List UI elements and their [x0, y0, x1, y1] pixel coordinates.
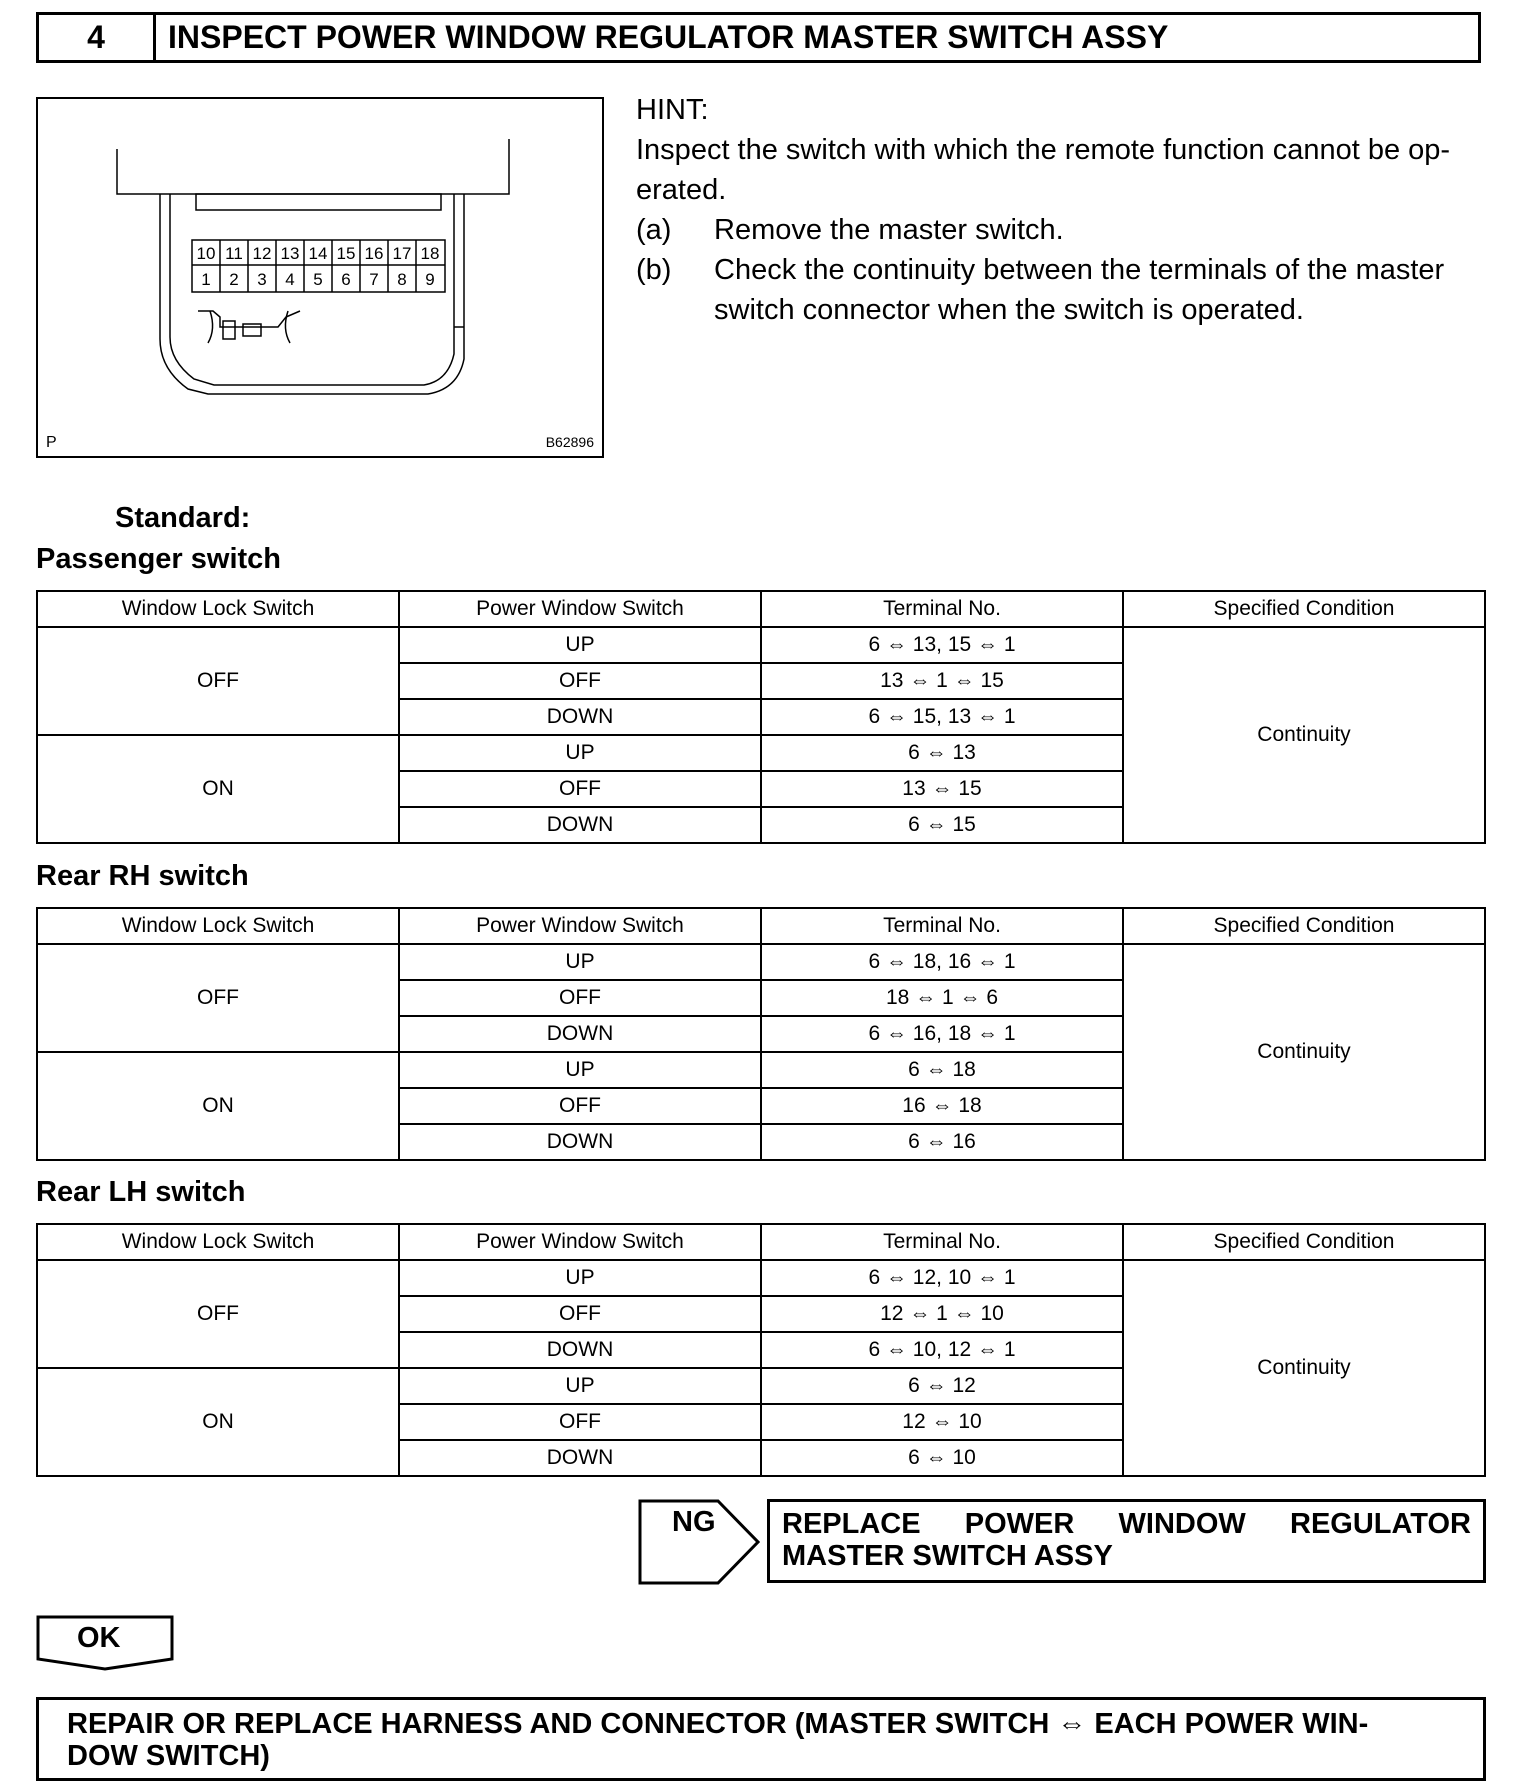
pin-label: 14: [308, 244, 328, 263]
pin-label: 8: [397, 270, 407, 289]
condition-cell: Continuity: [1123, 944, 1485, 1160]
power-cell: UP: [399, 627, 761, 663]
terminal-cell: 6 ⇔ 10: [761, 1440, 1123, 1476]
pin-label: 5: [313, 270, 323, 289]
terminal-cell: 6 ⇔ 18, 16 ⇔ 1: [761, 944, 1123, 980]
pin-label: 16: [364, 244, 384, 263]
ng-word: POWER: [964, 1508, 1075, 1540]
pin-label: 4: [285, 270, 295, 289]
pin-label: 9: [425, 270, 435, 289]
col-header-condition: Specified Condition: [1123, 908, 1485, 944]
pin-label: 3: [257, 270, 267, 289]
power-cell: DOWN: [399, 807, 761, 843]
lock-cell: ON: [37, 735, 399, 843]
terminal-cell: 6 ⇔ 15, 13 ⇔ 1: [761, 699, 1123, 735]
ng-word: WINDOW: [1118, 1508, 1246, 1540]
terminal-cell: 13 ⇔ 15: [761, 771, 1123, 807]
ng-action-box: [767, 1499, 1486, 1583]
power-cell: OFF: [399, 663, 761, 699]
ok-label: OK: [77, 1622, 121, 1654]
ng-line: MASTER SWITCH ASSY: [782, 1540, 1113, 1572]
terminal-cell: 6 ⇔ 18: [761, 1052, 1123, 1088]
power-cell: OFF: [399, 771, 761, 807]
hint-line: erated.: [636, 174, 727, 206]
pin-label: 10: [196, 244, 216, 263]
condition-cell: Continuity: [1123, 1260, 1485, 1476]
col-header-power: Power Window Switch: [399, 591, 761, 627]
terminal-cell: 6 ⇔ 16: [761, 1124, 1123, 1160]
col-header-power: Power Window Switch: [399, 908, 761, 944]
connector-figure: [36, 97, 604, 458]
final-line: REPAIR OR REPLACE HARNESS AND CONNECTOR (MASTER SWITCH ⇔ EACH POWER WIN-: [67, 1708, 1369, 1740]
lock-cell: OFF: [37, 627, 399, 735]
ng-word: REPLACE: [782, 1508, 921, 1540]
col-header-lock: Window Lock Switch: [37, 908, 399, 944]
col-header-terminal: Terminal No.: [761, 908, 1123, 944]
pin-label: 2: [229, 270, 239, 289]
hint-step-b: [636, 250, 1486, 330]
power-cell: OFF: [399, 1088, 761, 1124]
figure-corner-label: P: [46, 434, 57, 451]
pin-label: 17: [392, 244, 412, 263]
terminal-cell: 18 ⇔ 1 ⇔ 6: [761, 980, 1123, 1016]
terminal-cell: 13 ⇔ 1 ⇔ 15: [761, 663, 1123, 699]
pin-label: 7: [369, 270, 379, 289]
pin-label: 12: [252, 244, 272, 263]
figure-code: B62896: [545, 434, 594, 450]
rear-rh-table: [36, 907, 1486, 1161]
step-number: 4: [39, 15, 156, 60]
section-title-passenger: Passenger switch: [36, 543, 281, 575]
final-line: DOW SWITCH): [67, 1740, 270, 1772]
step-b-label: (b): [636, 254, 672, 286]
terminal-cell: 6 ⇔ 12, 10 ⇔ 1: [761, 1260, 1123, 1296]
terminal-cell: 12 ⇔ 10: [761, 1404, 1123, 1440]
terminal-cell: 16 ⇔ 18: [761, 1088, 1123, 1124]
connector-diagram: [38, 99, 602, 456]
hint-block: [636, 90, 1486, 330]
power-cell: UP: [399, 944, 761, 980]
power-cell: OFF: [399, 980, 761, 1016]
power-cell: UP: [399, 1260, 761, 1296]
pin-label: 13: [280, 244, 300, 263]
hint-step-a: [636, 210, 1486, 250]
pin-label: 1: [201, 270, 211, 289]
hint-line: Inspect the switch with which the remote function cannot be op-: [636, 134, 1451, 166]
passenger-table: [36, 590, 1486, 844]
col-header-terminal: Terminal No.: [761, 591, 1123, 627]
col-header-condition: Specified Condition: [1123, 591, 1485, 627]
pin-label: 6: [341, 270, 351, 289]
pin-label: 18: [420, 244, 440, 263]
step-header: [36, 12, 1481, 63]
lock-cell: ON: [37, 1052, 399, 1160]
terminal-cell: 6 ⇔ 10, 12 ⇔ 1: [761, 1332, 1123, 1368]
step-b-text: Check the continuity between the terminals of the master: [714, 254, 1445, 286]
col-header-lock: Window Lock Switch: [37, 1224, 399, 1260]
power-cell: DOWN: [399, 1440, 761, 1476]
power-cell: DOWN: [399, 1124, 761, 1160]
col-header-lock: Window Lock Switch: [37, 591, 399, 627]
rear-lh-table: [36, 1223, 1486, 1477]
terminal-cell: 6 ⇔ 13, 15 ⇔ 1: [761, 627, 1123, 663]
pin-label: 11: [225, 244, 243, 263]
lock-cell: OFF: [37, 1260, 399, 1368]
step-a-text: Remove the master switch.: [714, 214, 1064, 246]
hint-title: HINT:: [636, 94, 709, 126]
terminal-cell: 6 ⇔ 15: [761, 807, 1123, 843]
step-b-text: switch connector when the switch is operated.: [714, 294, 1304, 326]
standard-label: Standard:: [115, 502, 251, 534]
step-a-label: (a): [636, 214, 672, 246]
section-title-rear-lh: Rear LH switch: [36, 1176, 246, 1208]
final-action-box: [36, 1697, 1486, 1781]
terminal-cell: 6 ⇔ 12: [761, 1368, 1123, 1404]
power-cell: UP: [399, 1052, 761, 1088]
terminal-cell: 6 ⇔ 13: [761, 735, 1123, 771]
step-title: INSPECT POWER WINDOW REGULATOR MASTER SWITCH ASSY: [168, 19, 1169, 55]
col-header-condition: Specified Condition: [1123, 1224, 1485, 1260]
condition-cell: Continuity: [1123, 627, 1485, 843]
terminal-cell: 6 ⇔ 16, 18 ⇔ 1: [761, 1016, 1123, 1052]
terminal-cell: 12 ⇔ 1 ⇔ 10: [761, 1296, 1123, 1332]
ng-label: NG: [672, 1506, 716, 1538]
lock-cell: OFF: [37, 944, 399, 1052]
power-cell: DOWN: [399, 699, 761, 735]
lock-cell: ON: [37, 1368, 399, 1476]
power-cell: DOWN: [399, 1332, 761, 1368]
power-cell: OFF: [399, 1404, 761, 1440]
col-header-power: Power Window Switch: [399, 1224, 761, 1260]
col-header-terminal: Terminal No.: [761, 1224, 1123, 1260]
power-cell: UP: [399, 735, 761, 771]
ng-word: REGULATOR: [1290, 1508, 1471, 1540]
power-cell: OFF: [399, 1296, 761, 1332]
power-cell: UP: [399, 1368, 761, 1404]
pin-label: 15: [336, 244, 356, 263]
power-cell: DOWN: [399, 1016, 761, 1052]
section-title-rear-rh: Rear RH switch: [36, 860, 249, 892]
